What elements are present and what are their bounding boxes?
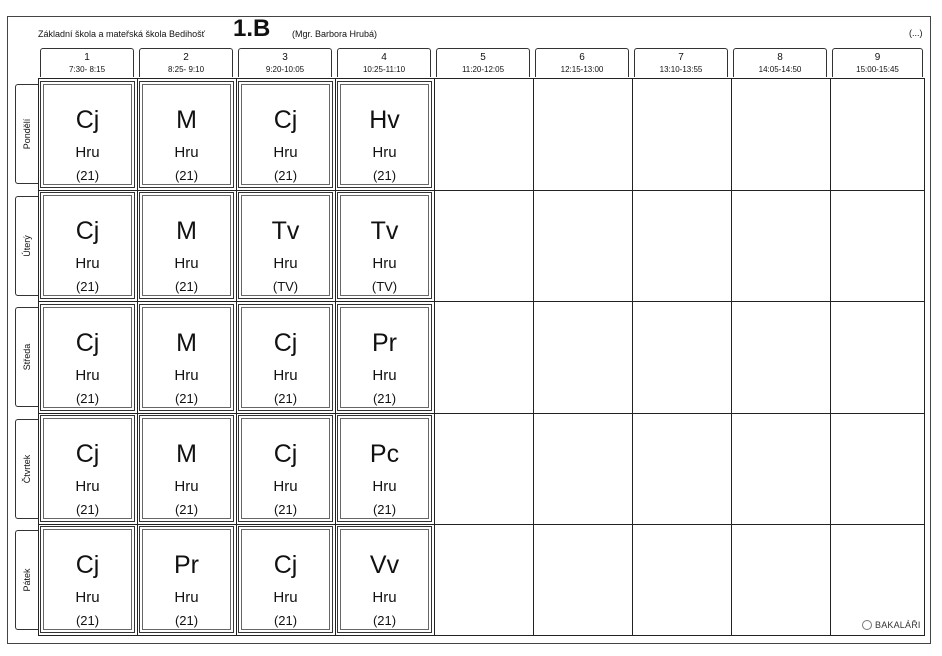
- grid-line: [731, 79, 732, 635]
- lesson-cell[interactable]: [238, 81, 333, 188]
- period-number: 7: [678, 52, 684, 63]
- lesson-teacher: Hru: [273, 589, 298, 606]
- lesson-room: (21): [372, 391, 397, 406]
- lesson-cell[interactable]: [238, 192, 333, 299]
- grid-line: [39, 190, 924, 191]
- bakalari-logo-icon: [862, 620, 872, 630]
- lesson-teacher: Hru: [75, 255, 100, 272]
- lesson-teacher: Hru: [372, 367, 397, 384]
- lesson-room: (21): [372, 502, 397, 517]
- lesson-subject: Cj: [75, 217, 100, 245]
- lesson-teacher: Hru: [372, 478, 397, 495]
- lesson-subject: Cj: [75, 440, 100, 468]
- lesson-teacher: Hru: [75, 589, 100, 606]
- class-teacher: (Mgr. Barbora Hrubá): [292, 29, 378, 39]
- school-name: Základní škola a mateřská škola Bedihošť: [38, 29, 205, 39]
- grid-line: [39, 413, 924, 414]
- lesson-cell[interactable]: [337, 415, 432, 522]
- period-header: [139, 48, 233, 77]
- grid-line: [434, 79, 435, 635]
- lesson-cell[interactable]: [238, 304, 333, 411]
- day-label: [15, 84, 38, 184]
- period-time: 8:25- 9:10: [167, 65, 205, 74]
- lesson-subject: M: [176, 329, 197, 357]
- lesson-subject: Hv: [369, 106, 400, 134]
- lesson-cell[interactable]: [337, 526, 432, 633]
- lesson-room: (21): [75, 279, 100, 294]
- lesson-cell[interactable]: [40, 192, 135, 299]
- lesson-subject: Vv: [369, 551, 400, 579]
- lesson-cell[interactable]: [139, 526, 234, 633]
- day-label: [15, 530, 38, 630]
- lesson-subject: M: [176, 106, 197, 134]
- lesson-teacher: Hru: [372, 255, 397, 272]
- period-header: [238, 48, 332, 77]
- lesson-room: (21): [75, 391, 100, 406]
- lesson-subject: Pc: [369, 440, 400, 468]
- lesson-room: (21): [273, 391, 298, 406]
- day-name: Čtvrtek: [22, 454, 32, 484]
- lesson-room: (21): [273, 502, 298, 517]
- period-header: [436, 48, 530, 77]
- lesson-room: (TV): [272, 279, 299, 294]
- lesson-teacher: Hru: [372, 589, 397, 606]
- period-time: 10:25-11:10: [362, 65, 406, 74]
- lesson-teacher: Hru: [273, 144, 298, 161]
- lesson-room: (21): [273, 613, 298, 628]
- lesson-subject: Pr: [372, 329, 397, 357]
- day-name: Středa: [22, 343, 32, 371]
- lesson-subject: Cj: [75, 329, 100, 357]
- lesson-teacher: Hru: [174, 144, 199, 161]
- period-header: [337, 48, 431, 77]
- period-time: 13:10-13:55: [659, 65, 703, 74]
- period-number: 6: [579, 52, 585, 63]
- lesson-cell[interactable]: [337, 192, 432, 299]
- lesson-subject: Cj: [75, 551, 100, 579]
- period-number: 4: [381, 52, 387, 63]
- period-header: [733, 48, 827, 77]
- lesson-teacher: Hru: [174, 255, 199, 272]
- day-label: [15, 196, 38, 296]
- period-number: 5: [480, 52, 486, 63]
- period-number: 8: [777, 52, 783, 63]
- period-time: 9:20-10:05: [265, 65, 305, 74]
- grid-line: [632, 79, 633, 635]
- bakalari-logo-text: BAKALÁŘI: [875, 620, 921, 630]
- lesson-room: (21): [174, 279, 199, 294]
- lesson-subject: Cj: [273, 440, 298, 468]
- lesson-subject: Cj: [273, 106, 298, 134]
- lesson-cell[interactable]: [40, 81, 135, 188]
- lesson-room: (21): [75, 502, 100, 517]
- period-time: 7:30- 8:15: [68, 65, 106, 74]
- lesson-room: (TV): [371, 279, 398, 294]
- lesson-room: (21): [273, 168, 298, 183]
- lesson-teacher: Hru: [174, 367, 199, 384]
- lesson-subject: M: [176, 217, 197, 245]
- lesson-room: (21): [174, 168, 199, 183]
- lesson-teacher: Hru: [273, 255, 298, 272]
- lesson-subject: Cj: [273, 551, 298, 579]
- day-label: [15, 419, 38, 519]
- lesson-teacher: Hru: [372, 144, 397, 161]
- grid-line: [137, 79, 138, 635]
- grid-line: [39, 301, 924, 302]
- more-indicator: (...): [909, 28, 923, 38]
- lesson-subject: M: [176, 440, 197, 468]
- grid-line: [830, 79, 831, 635]
- timetable-grid: [38, 78, 925, 636]
- lesson-teacher: Hru: [75, 478, 100, 495]
- period-header: [40, 48, 134, 77]
- lesson-teacher: Hru: [75, 144, 100, 161]
- lesson-cell[interactable]: [139, 304, 234, 411]
- lesson-subject: Tv: [271, 217, 300, 245]
- lesson-teacher: Hru: [273, 367, 298, 384]
- period-number: 1: [84, 52, 90, 63]
- period-number: 2: [183, 52, 189, 63]
- period-time: 15:00-15:45: [856, 65, 899, 74]
- lesson-room: (21): [372, 613, 397, 628]
- class-name: 1.B: [233, 15, 271, 42]
- lesson-teacher: Hru: [273, 478, 298, 495]
- grid-line: [335, 79, 336, 635]
- lesson-cell[interactable]: [337, 304, 432, 411]
- lesson-cell[interactable]: [139, 415, 234, 522]
- lesson-teacher: Hru: [174, 478, 199, 495]
- lesson-teacher: Hru: [75, 367, 100, 384]
- lesson-cell[interactable]: [238, 415, 333, 522]
- day-name: Pátek: [22, 568, 32, 592]
- bakalari-logo: [862, 620, 921, 630]
- lesson-subject: Cj: [75, 106, 100, 134]
- grid-line: [533, 79, 534, 635]
- period-number: 9: [874, 52, 881, 63]
- lesson-room: (21): [372, 168, 397, 183]
- period-header: [832, 48, 923, 77]
- lesson-cell[interactable]: [40, 415, 135, 522]
- lesson-teacher: Hru: [174, 589, 199, 606]
- lesson-subject: Pr: [174, 551, 199, 579]
- lesson-cell[interactable]: [238, 526, 333, 633]
- lesson-cell[interactable]: [139, 81, 234, 188]
- period-time: 12:15-13:00: [560, 65, 604, 74]
- lesson-room: (21): [75, 613, 100, 628]
- lesson-room: (21): [174, 502, 199, 517]
- period-header: [634, 48, 728, 77]
- day-label: [15, 307, 38, 407]
- period-header: [535, 48, 629, 77]
- lesson-room: (21): [174, 391, 199, 406]
- day-name: Pondělí: [22, 118, 32, 150]
- lesson-room: (21): [174, 613, 199, 628]
- lesson-subject: Tv: [370, 217, 399, 245]
- period-time: 11:20-12:05: [461, 65, 505, 74]
- period-number: 3: [282, 52, 288, 63]
- day-name: Úterý: [22, 235, 32, 257]
- lesson-room: (21): [75, 168, 100, 183]
- lesson-cell[interactable]: [40, 304, 135, 411]
- lesson-cell[interactable]: [139, 192, 234, 299]
- lesson-subject: Cj: [273, 329, 298, 357]
- grid-line: [39, 524, 924, 525]
- lesson-cell[interactable]: [40, 526, 135, 633]
- period-time: 14:05-14:50: [758, 65, 802, 74]
- lesson-cell[interactable]: [337, 81, 432, 188]
- grid-line: [236, 79, 237, 635]
